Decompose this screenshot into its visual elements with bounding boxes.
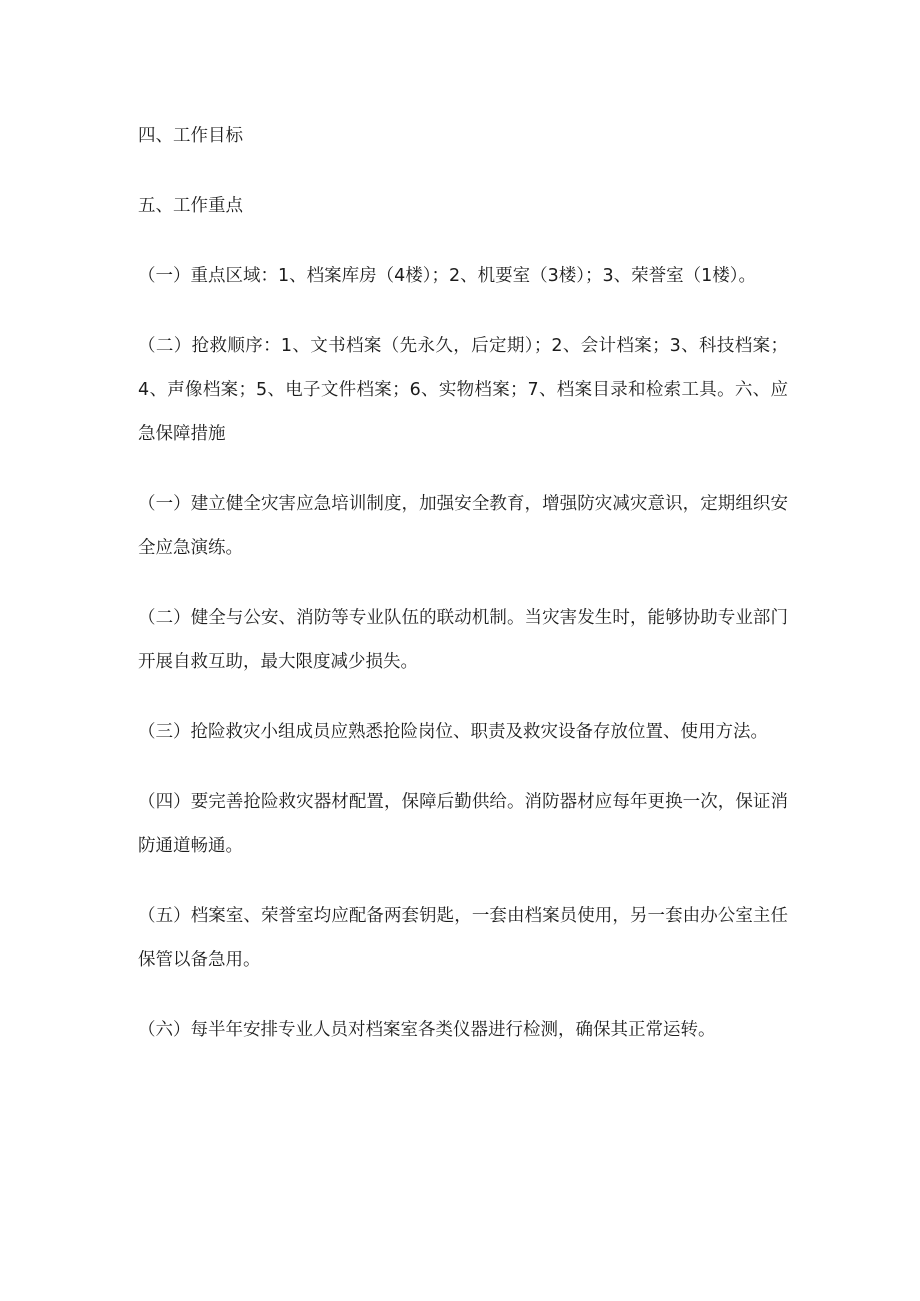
paragraph-training-system: （一）建立健全灾害应急培训制度，加强安全教育，增强防灾减灾意识，定期组织安全应急演练。	[138, 494, 788, 558]
paragraph-key-areas: （一）重点区域：1、档案库房（4楼）；2、机要室（3楼）；3、荣誉室（1楼）。	[138, 266, 757, 286]
paragraph-equipment: （四）要完善抢险救灾器材配置，保障后勤供给。消防器材应每年更换一次，保证消防通道畅通。	[138, 792, 788, 856]
section-heading-work-goals: 四、工作目标	[138, 126, 243, 146]
paragraph-linkage-mechanism: （二）健全与公安、消防等专业队伍的联动机制。当灾害发生时，能够协助专业部门开展自救互助，最大限度减少损失。	[138, 608, 788, 672]
paragraph-team-duties: （三）抢险救灾小组成员应熟悉抢险岗位、职责及救灾设备存放位置、使用方法。	[138, 722, 768, 742]
paragraph-rescue-order: （二）抢救顺序：1、文书档案（先永久，后定期）；2、会计档案；3、科技档案；4、声像档案；5、电子文件档案；6、实物档案；7、档案目录和检索工具。六、应急保障措施	[138, 336, 788, 444]
paragraph-inspection: （六）每半年安排专业人员对档案室各类仪器进行检测，确保其正常运转。	[138, 1020, 716, 1040]
document-body	[138, 114, 788, 1078]
paragraph-keys: （五）档案室、荣誉室均应配备两套钥匙，一套由档案员使用，另一套由办公室主任保管以备急用。	[138, 906, 788, 970]
section-heading-work-focus: 五、工作重点	[138, 196, 243, 216]
